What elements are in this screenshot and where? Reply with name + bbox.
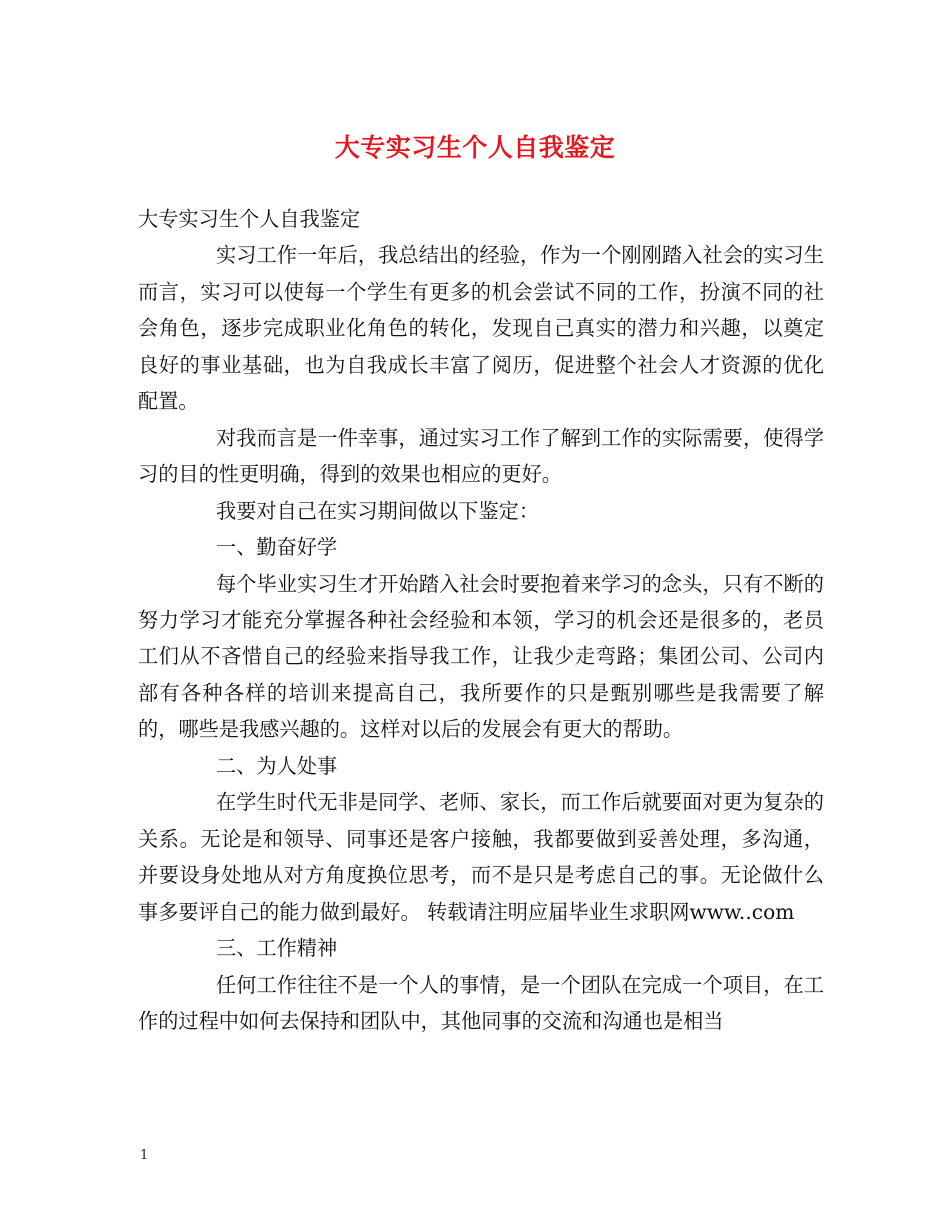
document-body [138,201,824,1039]
paragraph: 实习工作一年后，我总结出的经验，作为一个刚刚踏入社会的实习生而言，实习可以使每一个学生有更多的机会尝试不同的工作，扮演不同的社会角色，逐步完成职业化角色的转化，发现自己真实的潜力和兴趣，以奠定良好的事业基础，也为自我成长丰富了阅历，促进整个社会人才资源的优化配置。 [138,243,824,414]
document-title: 大专实习生个人自我鉴定 [334,133,616,162]
paragraph: 任何工作往往不是一个人的事情，是一个团队在完成一个项目，在工作的过程中如何去保持和团队中，其他同事的交流和沟通也是相当 [138,972,824,1033]
paragraph-heading: 大专实习生个人自我鉴定 [138,207,361,231]
section-heading: 一、勤奋好学 [216,535,338,560]
section-heading: 二、为人处事 [216,753,338,778]
paragraph: 每个毕业实习生才开始踏入社会时要抱着来学习的念头，只有不断的努力学习才能充分掌握各种社会经验和本领，学习的机会还是很多的，老员工们从不吝惜自己的经验来指导我工作，让我少走弯路；集团公司、公司内部有各种各样的培训来提高自己，我所要作的只是甄别哪些是我需要了解的，哪些是我感兴趣的。这样对以后的发展会有更大的帮助。 [138,571,824,742]
paragraph: 我要对自己在实习期间做以下鉴定： [216,498,540,523]
paragraph: 在学生时代无非是同学、老师、家长，而工作后就要面对更为复杂的关系。无论是和领导、同事还是客户接触，我都要做到妥善处理，多沟通，并要设身处地从对方角度换位思考，而不是只是考虑自己的事。无论做什么事多要评自己的能力做到最好。 转载请注明应届毕业生求职网www..com [138,790,824,924]
section-heading: 三、工作精神 [216,936,338,961]
paragraph: 对我而言是一件幸事，通过实习工作了解到工作的实际需要，使得学习的目的性更明确，得到的效果也相应的更好。 [138,425,824,487]
page-number: 1 [140,1148,149,1163]
